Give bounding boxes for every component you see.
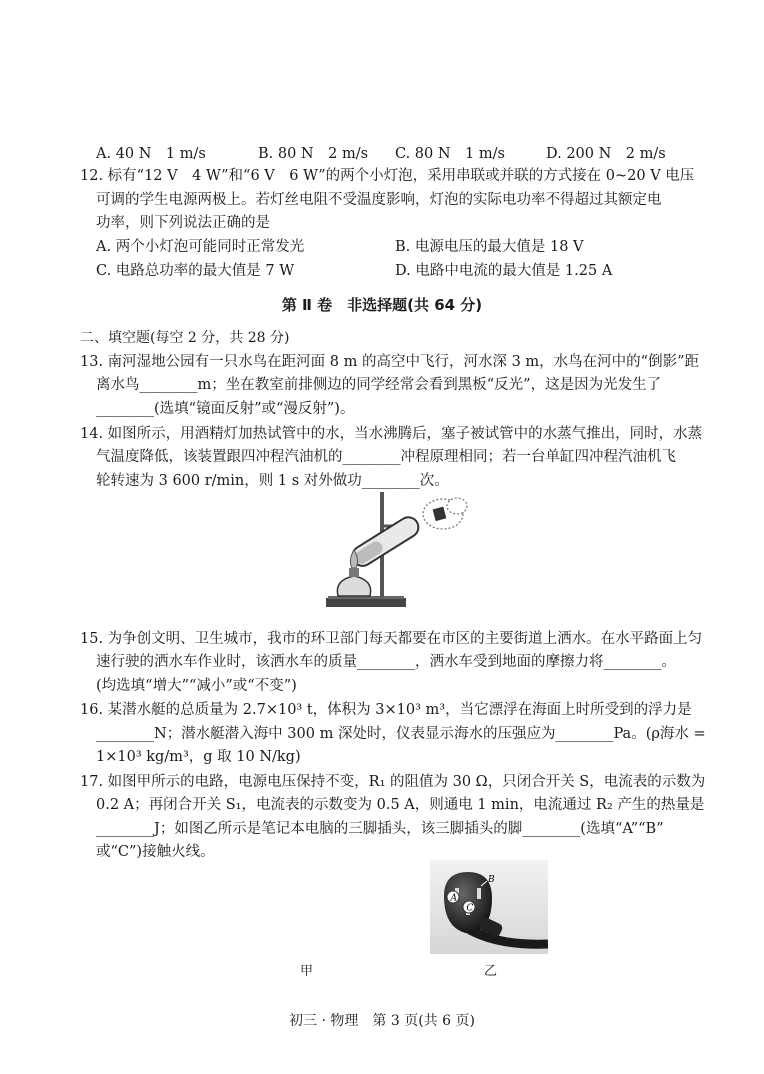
q15-line-1: 15. 为争创文明、卫生城市，我市的环卫部门每天都要在市区的主要街道上洒水。在水平路面上匀 [80, 631, 703, 647]
q16-line-2: ________N；潜水艇潜入海中 300 m 深处时，仪表显示海水的压强应为________Pa。(ρ海水 = [96, 726, 706, 742]
q12-line-3: 功率，则下列说法正确的是 [96, 215, 270, 231]
plug-label-b: B [488, 875, 495, 885]
plug-label-a: A [450, 893, 457, 904]
q15-line-3: (均选填“增大”“减小”或“不变”) [96, 678, 297, 694]
q12-option-b: B. 电源电压的最大值是 18 V [395, 239, 584, 255]
q13-line-1: 13. 南河湿地公园有一只水鸟在距河面 8 m 的高空中飞行，河水深 3 m，水鸟在河中的“倒影”距 [80, 354, 699, 370]
figure-caption-jia: 甲 [300, 964, 314, 979]
q16-line-3: 1×10³ kg/m³，g 取 10 N/kg) [96, 749, 301, 765]
figure-caption-yi: 乙 [484, 964, 498, 979]
q17-line-1: 17. 如图甲所示的电路，电源电压保持不变，R₁ 的阻值为 30 Ω，只闭合开关 S，电流表的示数为 [80, 774, 706, 790]
three-pin-plug-photo [430, 860, 548, 954]
q11-option-a: A. 40 N 1 m/s [96, 146, 206, 162]
q15-line-2: 速行驶的洒水车作业时，该洒水车的质量________，洒水车受到地面的摩擦力将________。 [96, 654, 676, 670]
q12-option-c: C. 电路总功率的最大值是 7 W [96, 263, 295, 279]
q17-line-3: ________J；如图乙所示是笔记本电脑的三脚插头，该三脚插头的脚________(选填“A”“B” [96, 821, 664, 837]
q14-line-3: 轮转速为 3 600 r/min，则 1 s 对外做功________次。 [96, 473, 449, 489]
fill-in-heading: 二、填空题(每空 2 分，共 28 分) [80, 330, 290, 346]
q17-line-4: 或“C”)接触火线。 [96, 844, 215, 860]
q13-line-2: 离水鸟________m；坐在教室前排侧边的同学经常会看到黑板“反光”，这是因为光发生了 [96, 377, 662, 393]
q17-line-2: 0.2 A；再闭合开关 S₁，电流表的示数变为 0.5 A，则通电 1 min，电流通过 R₂ 产生的热量是 [96, 797, 705, 813]
q14-line-1: 14. 如图所示，用酒精灯加热试管中的水，当水沸腾后，塞子被试管中的水蒸气推出，同时，水蒸 [80, 426, 703, 442]
q12-option-d: D. 电路中电流的最大值是 1.25 A [395, 263, 613, 279]
q12-line-1: 12. 标有“12 V 4 W”和“6 V 6 W”的两个小灯泡，采用串联或并联的方式接在 0~20 V 电压 [80, 168, 695, 184]
plug-label-c: C [466, 903, 474, 914]
test-tube-heating-figure [318, 480, 468, 622]
q13-line-3: ________(选填“镜面反射”或“漫反射”)。 [96, 401, 355, 417]
section-2-title: 第 Ⅱ 卷 非选择题(共 64 分) [281, 296, 483, 314]
q11-option-c: C. 80 N 1 m/s [395, 146, 505, 162]
q11-option-b: B. 80 N 2 m/s [258, 146, 369, 162]
q16-line-1: 16. 某潜水艇的总质量为 2.7×10³ t，体积为 3×10³ m³，当它漂浮在海面上时所受到的浮力是 [80, 702, 692, 718]
q14-line-2: 气温度降低，该装置跟四冲程汽油机的________冲程原理相同；若一台单缸四冲程汽油机飞 [96, 449, 676, 465]
q11-option-d: D. 200 N 2 m/s [546, 146, 666, 162]
q12-option-a: A. 两个小灯泡可能同时正常发光 [96, 239, 305, 255]
page-footer: 初三 · 物理 第 3 页(共 6 页) [289, 1013, 475, 1029]
q12-line-2: 可调的学生电源两极上。若灯丝电阻不受温度影响，灯泡的实际电功率不得超过其额定电 [96, 192, 662, 208]
